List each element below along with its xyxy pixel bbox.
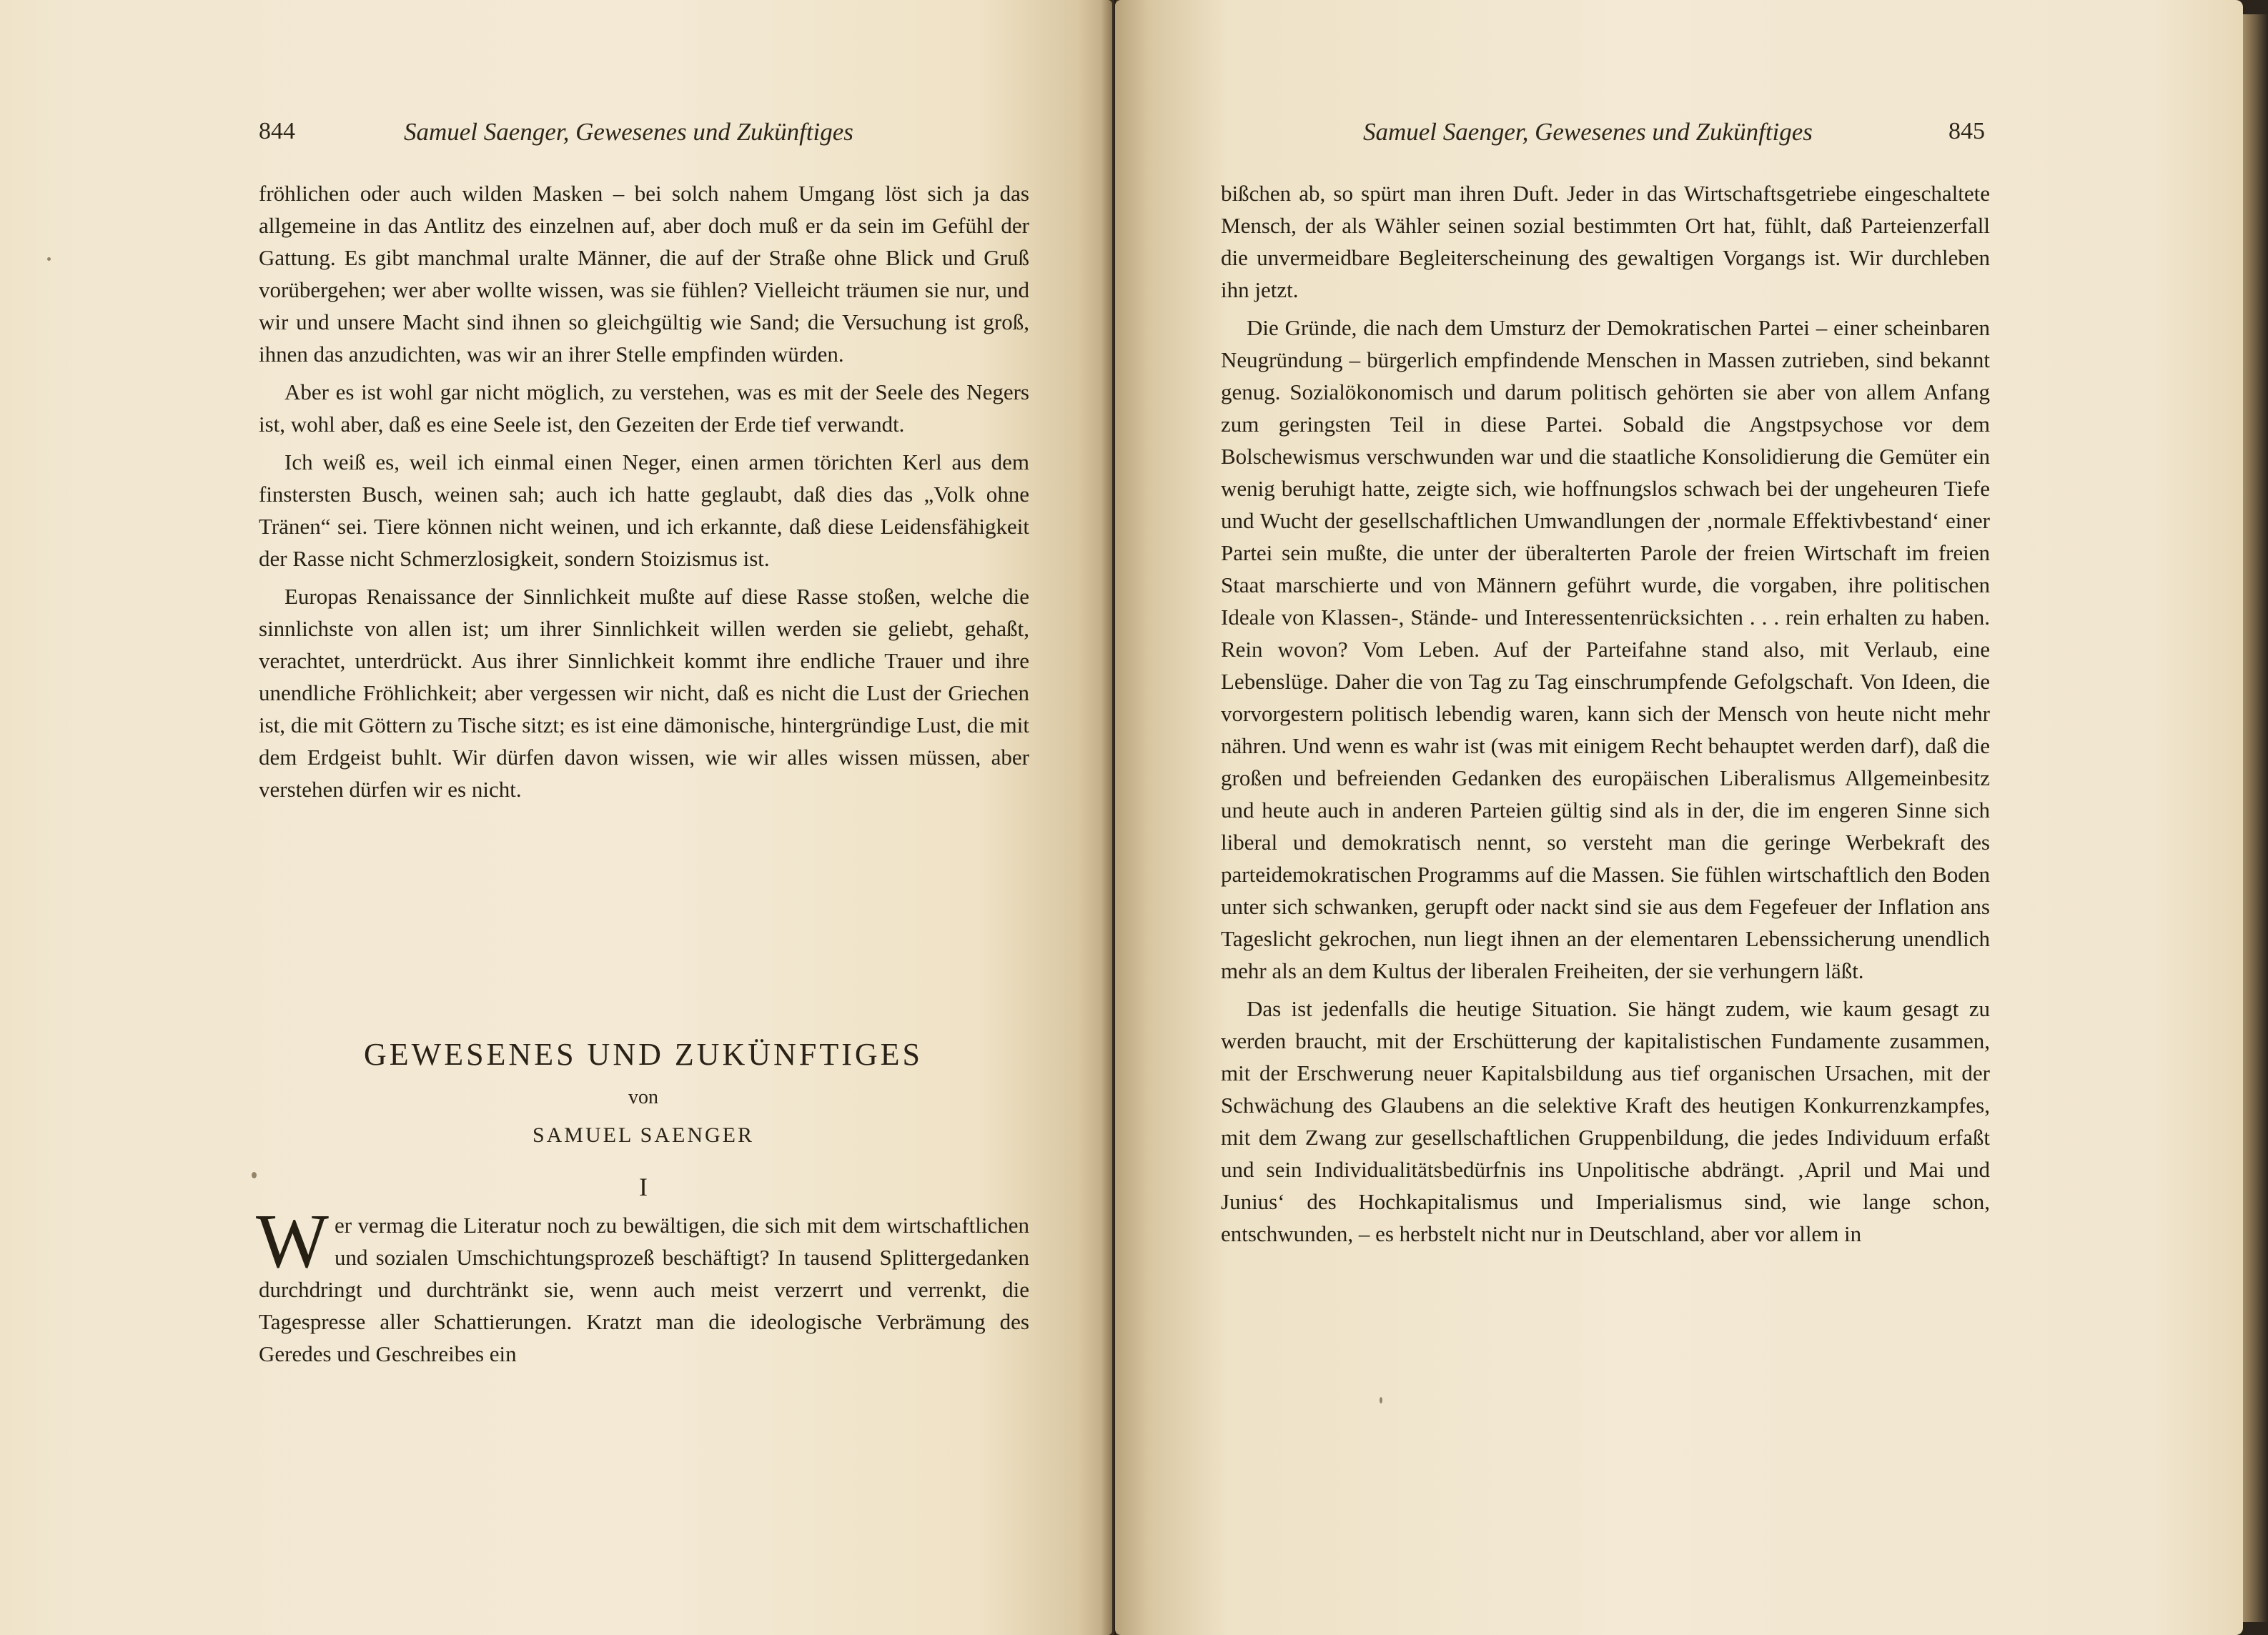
right-header — [1115, 118, 2243, 154]
left-paragraph-2: Aber es ist wohl gar nicht möglich, zu verstehen, was es mit der Seele des Negers ist, wohl aber, daß es eine Seele ist, den Gezeiten der Erde tief verwandt. — [259, 379, 1029, 437]
article-byline-von: von — [628, 1086, 658, 1108]
article-opening-paragraph: er vermag die Literatur noch zu bewältigen, die sich mit dem wirtschaftlichen und sozialen Umschichtungsprozeß beschäftigt? In tausend Splittergedanken durchdringt und durchtränkt sie, wenn auch meist verzerrt und verrenkt, die Tagespresse aller Schattierungen. Kratzt man die ideologische Verbrämung des Geredes und Geschreibes ein — [259, 1213, 1029, 1366]
right-page — [1115, 0, 2243, 1635]
right-page-number: 845 — [1948, 118, 1985, 144]
left-body-text — [259, 177, 1029, 805]
left-paragraph-3: Ich weiß es, weil ich einmal einen Neger, einen armen törichten Kerl aus dem finstersten Busch, weinen sah; auch ich hatte geglaubt, daß dies das „Volk ohne Tränen“ sei. Tiere können nicht weinen, und ich erkannte, daß diese Leidensfähigkeit der Rasse nicht Schmerzlosigkeit, sondern Stoizismus ist. — [259, 449, 1029, 571]
left-paragraph-1: fröhlichen oder auch wilden Masken – bei solch nahem Umgang löst sich ja das allgemeine in das Antlitz des einzelnen auf, aber doch muß er da sein im Gefühl der Gattung. Es gibt manchmal uralte Männer, die auf der Straße ohne Blick und Gruß vorübergehen; wer aber wollte wissen, was sie fühlen? Vielleicht träumen sie nur, und wir und unsere Macht sind ihnen so gleichgültig wie Sand; die Versuchung ist groß, ihnen das anzudichten, was wir an ihrer Stelle empfinden würden. — [259, 181, 1029, 367]
right-paragraph-1: bißchen ab, so spürt man ihren Duft. Jeder in das Wirtschaftsgetriebe eingeschaltete Mensch, der als Wähler seinen sozial bestimmten Ort hat, fühlt, daß Parteienzerfall die unvermeidbare Begleiterscheinung des gewaltigen Vorgangs ist. Wir durchleben ihn jetzt. — [1221, 181, 1990, 302]
paper-speck — [1380, 1397, 1382, 1403]
paper-speck — [252, 1172, 257, 1178]
article-section-number: I — [639, 1173, 648, 1201]
left-paragraph-4: Europas Renaissance der Sinnlichkeit mußte auf diese Rasse stoßen, welche die sinnlichste von allen ist; um ihrer Sinnlichkeit willen werden sie geliebt, gehaßt, verachtet, unterdrückt. Aus ihrer Sinnlichkeit kommt ihre endliche Trauer und ihre unendliche Fröhlichkeit; aber vergessen wir nicht, daß es nicht die Lust der Griechen ist, die mit Göttern zu Tische sitzt; es ist eine dämonische, hintergründige Lust, die mit dem Erdgeist buhlt. Wir dürfen davon wissen, wie wir alles wissen müssen, aber verstehen dürfen wir es nicht. — [259, 584, 1029, 802]
article-title: GEWESENES UND ZUKÜNFTIGES — [364, 1037, 923, 1072]
drop-cap: W — [256, 1199, 329, 1284]
left-page — [0, 0, 1112, 1635]
left-page-number: 844 — [259, 118, 295, 144]
right-running-head: Samuel Saenger, Gewesenes und Zukünftiges — [1363, 118, 1813, 146]
left-running-head: Samuel Saenger, Gewesenes und Zukünftiges — [404, 118, 853, 146]
paper-speck — [47, 257, 51, 261]
page-edge — [2243, 14, 2268, 1622]
left-header — [0, 118, 1112, 154]
right-body-text — [1221, 177, 1990, 1250]
right-paragraph-3: Das ist jedenfalls die heutige Situation. Sie hängt zudem, wie kaum gesagt zu werden braucht, mit der Erschütterung der kapitalistischen Fundamente zusammen, mit der Erschwerung neuer Kapitalsbildung aus tief organischen Ursachen, mit der Schwächung des Glaubens an die selektive Kraft des heutigen Konkurrenzkampfes, mit dem Zwang zur gesellschaftlichen Gruppenbildung, die jedes Individuum erfaßt und sein Individualitätsbedürfnis ins Unpolitische abdrängt. ‚April und Mai und Junius‘ des Hochkapitalismus und Imperialismus sind, wie lange schon, entschwunden, – es herbstelt nicht nur in Deutschland, aber vor allem in — [1221, 996, 1990, 1246]
article-opening-text — [256, 1199, 1029, 1370]
right-paragraph-2: Die Gründe, die nach dem Umsturz der Demokratischen Partei – einer scheinbaren Neugründung – bürgerlich empfindende Menschen in Massen zutrieben, sind bekannt genug. Sozialökonomisch und darum politisch gehörten sie aber von allem Anfang zum geringsten Teil in diese Partei. Sobald die Angstpsychose vor dem Bolschewismus verschwunden war und die staatliche Konsolidierung die Gemüter ein wenig beruhigt hatte, zeigte sich, wie hoffnungslos schwach bei der ungeheuren Tiefe und Wucht der gesellschaftlichen Umwandlungen der ‚normale Effektivbestand‘ einer Partei sein mußte, die unter der überalterten Parole der freien Wirtschaft im freien Staat marschierte und von Männern geführt wurde, die vorgaben, ihre politischen Ideale von Klassen-, Stände- und Interessentenrücksichten . . . rein erhalten zu haben. Rein wovon? Vom Leben. Auf der Parteifahne stand also, mit Verlaub, eine Lebenslüge. Daher die von Tag zu Tag einschrumpfende Gefolgschaft. Von Ideen, die vorvorgestern politisch lebendig waren, kann sich der Mensch von heute nicht mehr nähren. Und wenn es wahr ist (was mit einigem Recht behauptet werden darf), daß die großen und befreienden Gedanken des europäischen Liberalismus Allgemeinbesitz und heute auch in anderen Parteien gültig sind als in der, die im engeren Sinne sich liberal und demokratisch nennt, so versteht man die geringe Werbekraft des parteidemokratischen Programms auf die Massen. Sie fühlen wirtschaftlich den Boden unter sich schwanken, gerupft oder nackt sind sie aus dem Fegefeuer der Inflation ans Tageslicht gekrochen, nun liegt ihnen an der elementaren Lebenssicherung unendlich mehr als an dem Kultus der liberalen Freiheiten, der sie verhungern läßt. — [1221, 315, 1990, 983]
article-author: SAMUEL SAENGER — [532, 1123, 755, 1147]
